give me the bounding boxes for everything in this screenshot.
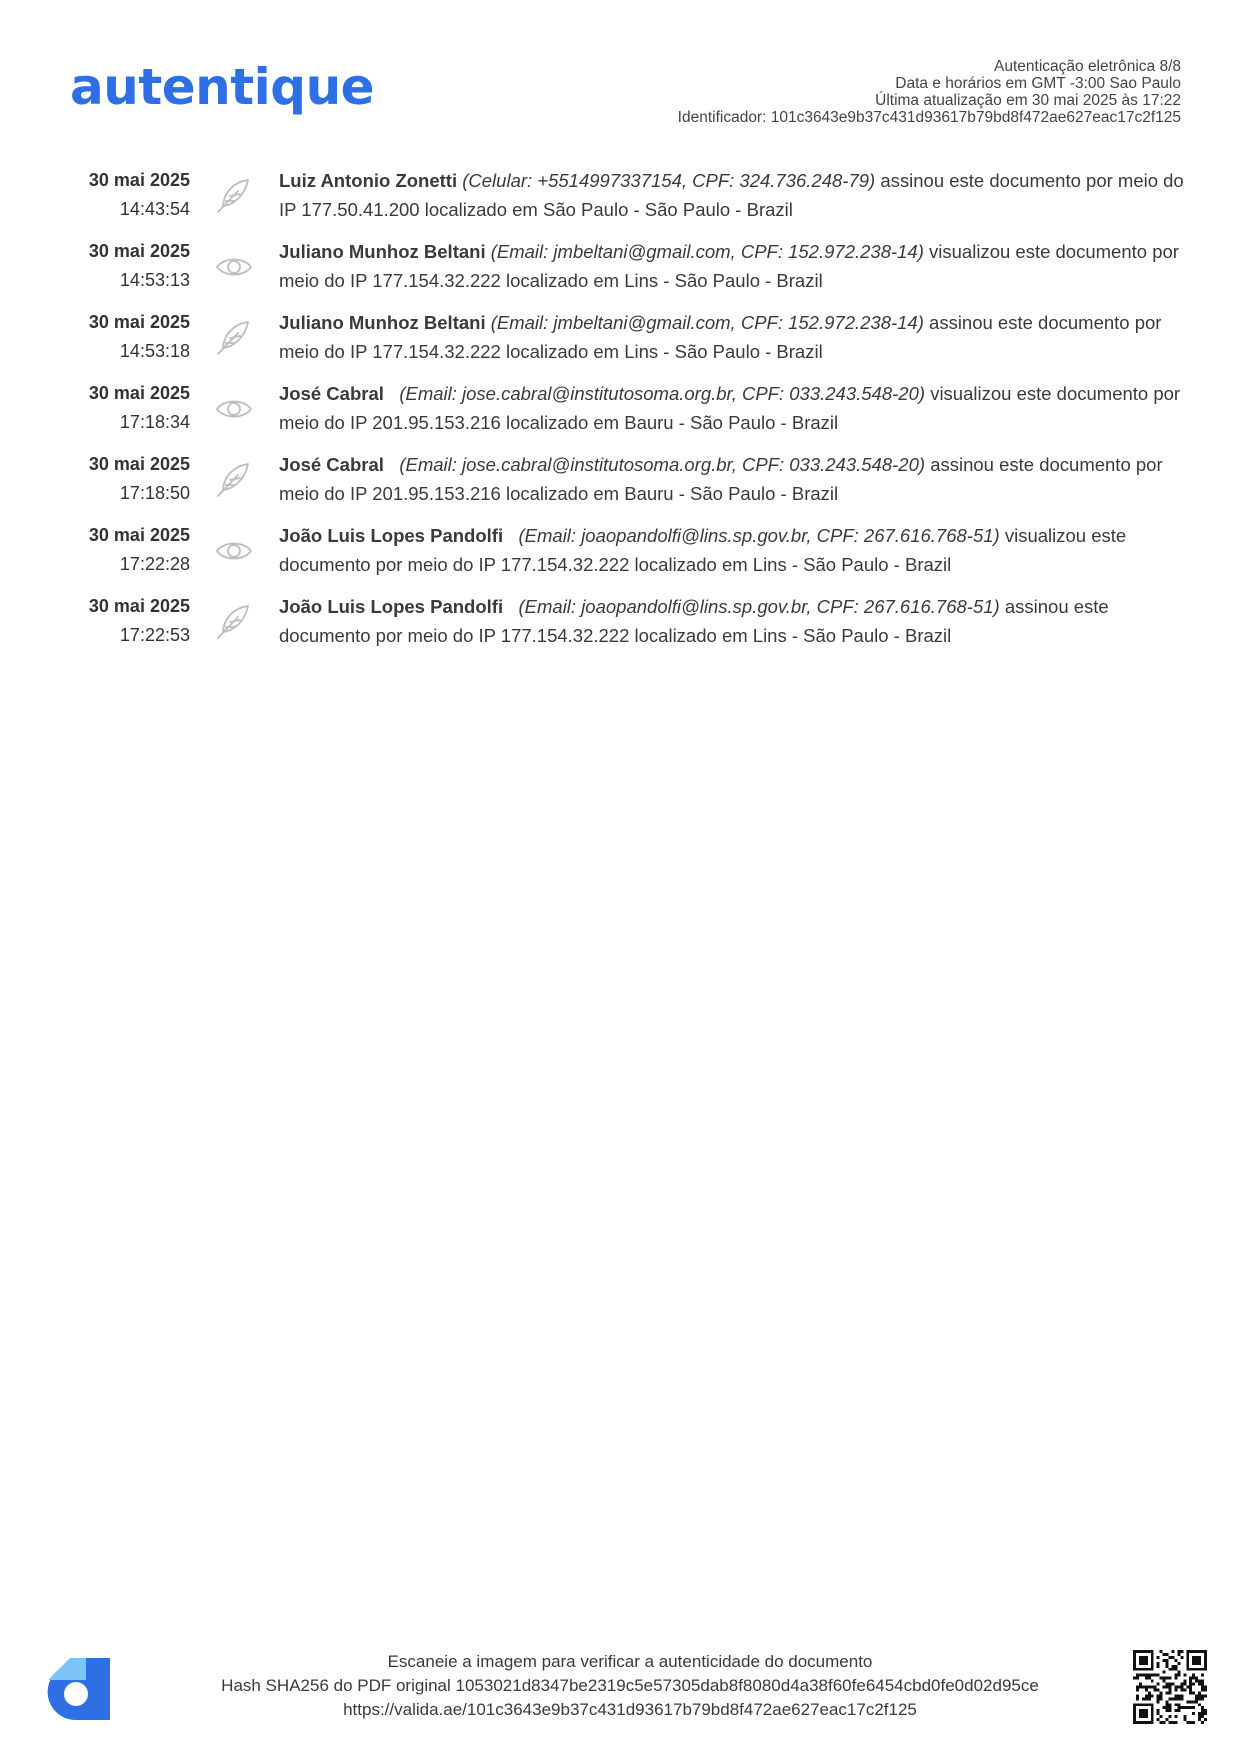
verification-footer <box>150 1650 1110 1722</box>
signer-identification: (Email: jose.cabral@institutosoma.org.br, CPF: 033.243.548-20) <box>399 454 926 475</box>
scan-instruction: Escaneie a imagem para verificar a autenticidade do documento <box>387 1652 873 1671</box>
event-description <box>279 308 1184 366</box>
signer-name: José Cabral <box>279 383 384 404</box>
event-datetime <box>60 450 190 508</box>
signer-identification: (Email: joaopandolfi@lins.sp.gov.br, CPF: 267.616.768-51) <box>518 525 1000 546</box>
event-time: 17:22:53 <box>119 625 190 645</box>
document-identifier: Identificador: 101c3643e9b37c431d93617b79bd8f472ae627eac17c2f125 <box>677 109 1181 126</box>
signer-identification: (Email: jose.cabral@institutosoma.org.br, CPF: 033.243.548-20) <box>399 383 926 404</box>
timeline-entry <box>0 450 1241 521</box>
event-action: assinou este documento por meio do IP 177.154.32.222 localizado em Lins - São Paulo - Brazil <box>279 312 1162 362</box>
signer-name: João Luis Lopes Pandolfi <box>279 596 504 617</box>
event-action: assinou este documento por meio do IP 177.50.41.200 localizado em São Paulo - São Paulo - Brazil <box>279 170 1184 220</box>
last-update: Última atualização em 30 mai 2025 às 17:22 <box>875 92 1181 109</box>
timeline-entry <box>0 166 1241 237</box>
timeline-entry <box>0 521 1241 592</box>
event-action: assinou este documento por meio do IP 201.95.153.216 localizado em Bauru - São Paulo - Brazil <box>279 454 1163 504</box>
event-date: 30 mai 2025 <box>88 525 190 545</box>
signer-identification: (Email: jmbeltani@gmail.com, CPF: 152.972.238-14) <box>490 312 924 333</box>
event-action: assinou este documento por meio do IP 177.154.32.222 localizado em Lins - São Paulo - Brazil <box>279 596 1109 646</box>
signer-name: José Cabral <box>279 454 384 475</box>
event-date: 30 mai 2025 <box>88 596 190 616</box>
timeline-entry <box>0 308 1241 379</box>
event-description <box>279 592 1184 650</box>
event-datetime <box>60 166 190 224</box>
event-time: 17:22:28 <box>119 554 190 574</box>
eye-icon <box>214 531 254 571</box>
feather-icon <box>214 318 254 358</box>
eye-icon <box>214 389 254 429</box>
header-meta <box>678 58 1181 126</box>
signer-name: Luiz Antonio Zonetti <box>279 170 458 191</box>
event-date: 30 mai 2025 <box>88 312 190 332</box>
feather-icon <box>214 460 254 500</box>
event-datetime <box>60 379 190 437</box>
event-action: visualizou este documento por meio do IP 177.154.32.222 localizado em Lins - São Paulo - Brazil <box>279 241 1179 291</box>
autentique-symbol-icon <box>40 1650 114 1724</box>
logo-text: autentique <box>70 58 375 116</box>
signer-name: João Luis Lopes Pandolfi <box>279 525 504 546</box>
event-description <box>279 237 1184 295</box>
event-time: 14:53:13 <box>119 270 190 290</box>
event-description <box>279 521 1184 579</box>
signer-identification: (Email: joaopandolfi@lins.sp.gov.br, CPF: 267.616.768-51) <box>518 596 1000 617</box>
event-description <box>279 166 1184 224</box>
document-hash: Hash SHA256 do PDF original 1053021d8347be2319c5e57305dab8f8080d4a38f60fe6454cbd0fe0d02d95ce <box>221 1676 1039 1695</box>
event-time: 17:18:34 <box>119 412 190 432</box>
event-date: 30 mai 2025 <box>88 170 190 190</box>
event-datetime <box>60 592 190 650</box>
signer-name: Juliano Munhoz Beltani <box>279 241 486 262</box>
event-date: 30 mai 2025 <box>88 241 190 261</box>
autentique-logo <box>70 58 375 116</box>
event-description <box>279 379 1184 437</box>
timeline-entry <box>0 379 1241 450</box>
event-time: 14:43:54 <box>119 199 190 219</box>
event-time: 14:53:18 <box>119 341 190 361</box>
timeline-entry <box>0 592 1241 663</box>
page-indicator: Autenticação eletrônica 8/8 <box>994 58 1181 75</box>
feather-icon <box>214 176 254 216</box>
event-datetime <box>60 237 190 295</box>
event-timeline <box>0 166 1241 663</box>
signer-name: Juliano Munhoz Beltani <box>279 312 486 333</box>
signer-identification: (Celular: +5514997337154, CPF: 324.736.248-79) <box>462 170 876 191</box>
event-datetime <box>60 308 190 366</box>
eye-icon <box>214 247 254 287</box>
validation-link[interactable]: https://valida.ae/101c3643e9b37c431d93617b79bd8f472ae627eac17c2f125 <box>343 1700 917 1719</box>
timeline-entry <box>0 237 1241 308</box>
event-action: visualizou este documento por meio do IP 177.154.32.222 localizado em Lins - São Paulo - Brazil <box>279 525 1127 575</box>
event-description <box>279 450 1184 508</box>
signer-identification: (Email: jmbeltani@gmail.com, CPF: 152.972.238-14) <box>490 241 924 262</box>
qr-code-icon <box>1133 1650 1207 1724</box>
feather-icon <box>214 602 254 642</box>
timezone-info: Data e horários em GMT -3:00 Sao Paulo <box>895 75 1181 92</box>
event-action: visualizou este documento por meio do IP 201.95.153.216 localizado em Bauru - São Paulo - Brazil <box>279 383 1181 433</box>
event-datetime <box>60 521 190 579</box>
event-time: 17:18:50 <box>119 483 190 503</box>
event-date: 30 mai 2025 <box>88 454 190 474</box>
event-date: 30 mai 2025 <box>88 383 190 403</box>
